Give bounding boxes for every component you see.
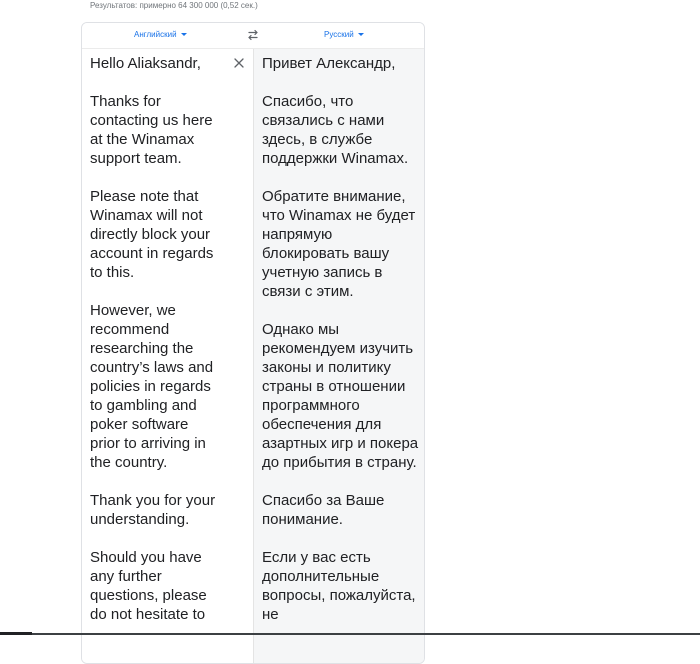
target-language-label: Русский	[324, 30, 354, 39]
caret-down-icon	[181, 33, 187, 36]
caret-down-icon	[358, 33, 364, 36]
source-language-selector[interactable]	[134, 30, 187, 39]
target-language-selector[interactable]	[324, 30, 364, 39]
language-bar	[82, 23, 424, 49]
source-text[interactable]: Hello Aliaksandr, Thanks for contacting us here at the Winamax support team. Please note that Winamax will not directly block your account in regards to this. However, we recommend researching the country’s laws and policies in regards to gambling and poker software prior to arriving in the country. Thank you for your understanding. Should you have any further questions, please do not hesitate to	[90, 55, 216, 623]
clear-source-button[interactable]	[233, 56, 245, 68]
results-stats: Результатов: примерно 64 300 000 (0,52 сек.)	[90, 1, 258, 10]
translation-pane	[254, 49, 424, 664]
source-text-pane[interactable]	[82, 49, 254, 664]
translate-widget	[81, 22, 425, 664]
swap-languages-button[interactable]	[246, 28, 260, 42]
swap-arrows-icon	[246, 28, 260, 42]
translated-text: Привет Александр, Спасибо, что связались с нами здесь, в службе поддержки Winamax. Обратите внимание, что Winamax не будет напрямую блокировать вашу учетную запись в связи с этим. Однако мы рекомендуем изучить законы и политику страны в отношении программного обеспечения для азартных игр и покера до прибытия в страну. Спасибо за Ваше понимание. Если у вас есть дополнительные вопросы, пожалуйста, не	[262, 55, 419, 623]
close-icon	[233, 57, 245, 69]
source-language-label: Английский	[134, 30, 177, 39]
